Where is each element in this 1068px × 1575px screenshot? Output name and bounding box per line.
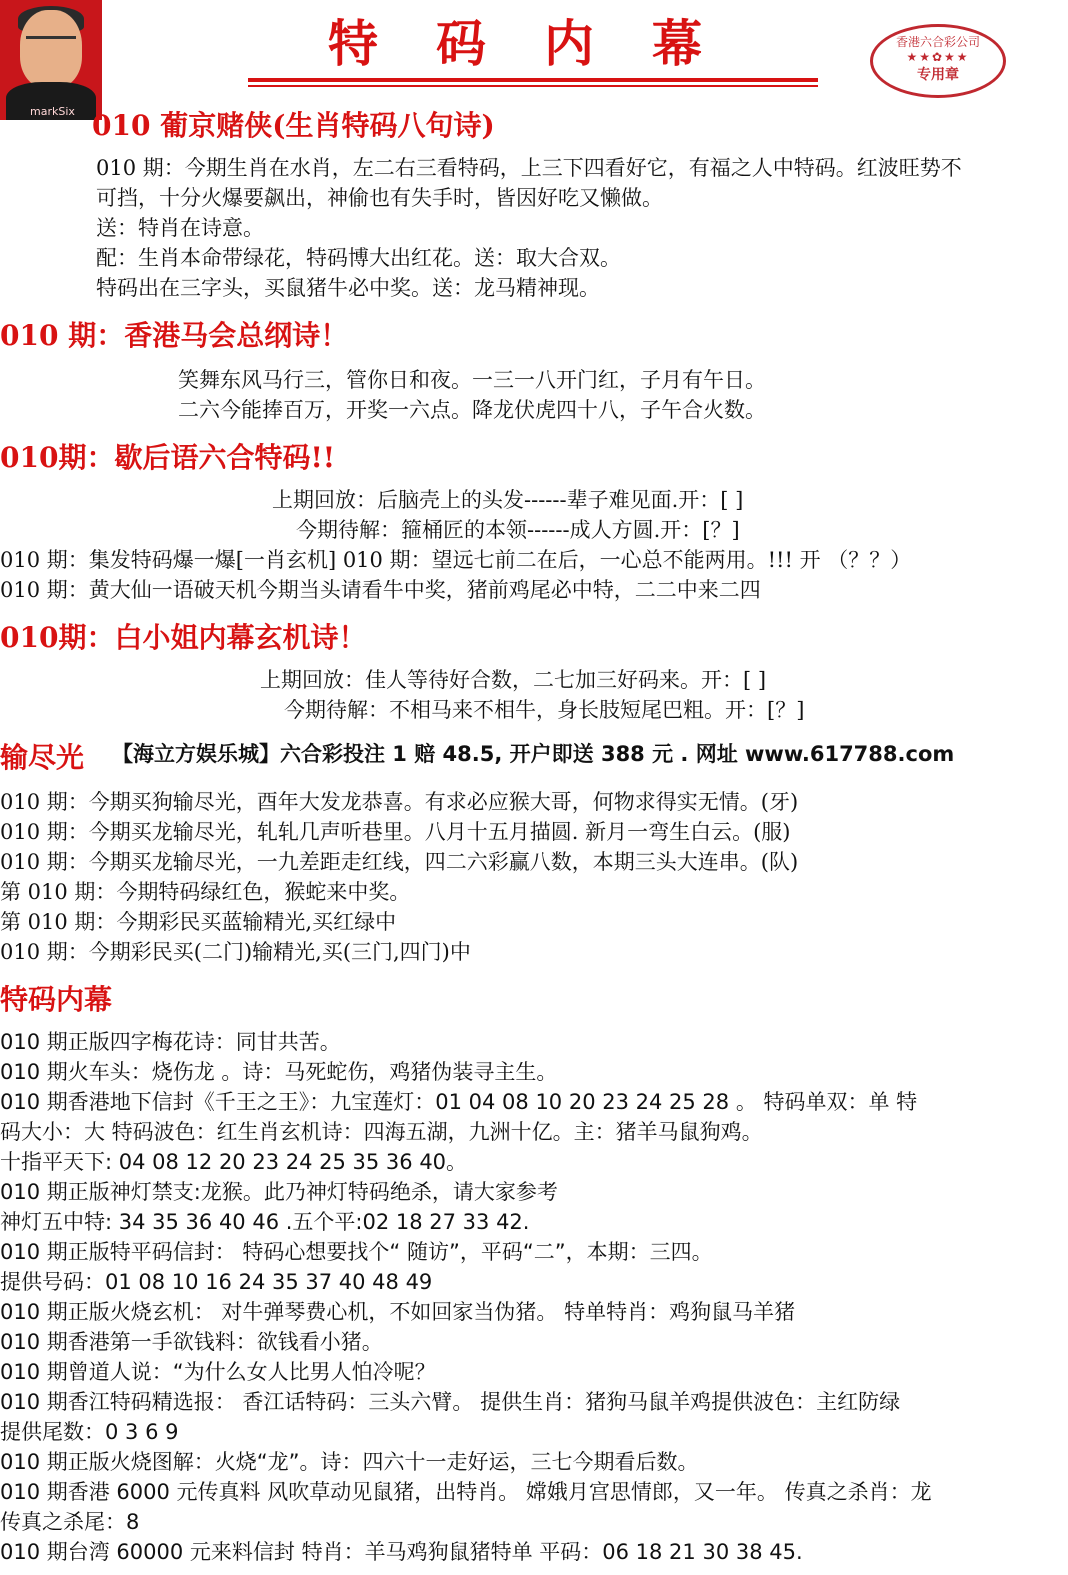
- text-line: 配：生肖本命带绿花，特码博大出红花。送：取大合双。: [96, 246, 621, 270]
- text-line: 第 010 期：今期特码绿红色，猴蛇来中奖。: [0, 880, 411, 904]
- title-underline-thin: [248, 85, 818, 87]
- text-line: 第 010 期：今期彩民买蓝输精光,买红绿中: [0, 910, 397, 934]
- text-line: 神灯五中特: 34 35 36 40 46 .五个平:02 18 27 33 42.: [0, 1210, 530, 1234]
- text-line: 010 期正版四字梅花诗：同甘共苦。: [0, 1030, 341, 1054]
- title-underline: [248, 78, 818, 82]
- text-line: 010 期正版神灯禁支:龙猴。此乃神灯特码绝杀，请大家参考: [0, 1180, 558, 1204]
- seal-label: 专用章: [917, 67, 959, 83]
- text-line: 上期回放：后脑壳上的头发------辈子难见面.开：[ ]: [272, 488, 744, 512]
- text-line: 010 期：今期买龙输尽光，一九差距走红线，四二六彩赢八数，本期三头大连串。(队): [0, 850, 799, 874]
- text-line: 特码出在三字头，买鼠猪牛必中奖。送：龙马精神现。: [96, 276, 600, 300]
- text-line: 010 期香江特码精选报： 香江话特码：三头六臂。 提供生肖：猪狗马鼠羊鸡提供波色：主红防绿: [0, 1390, 901, 1414]
- text-line: 010 期：今期买龙输尽光，轧轧几声听巷里。八月十五月描圆. 新月一弯生白云。(服): [0, 820, 791, 844]
- section-heading: 010期：歇后语六合特码!!: [0, 441, 336, 474]
- text-line: 010 期：今期彩民买(二门)输精光,买(三门,四门)中: [0, 940, 471, 964]
- page-title: 特码内幕: [328, 14, 760, 73]
- ad-banner: 【海立方娱乐城】六合彩投注 1 赔 48.5, 开户即送 388 元 . 网址 www.617788.com: [112, 742, 955, 766]
- text-line: 可挡，十分火爆要飙出，神偷也有失手时，皆因好吃又懒做。: [96, 186, 663, 210]
- text-line: 十指平天下: 04 08 12 20 23 24 25 35 36 40。: [0, 1150, 468, 1174]
- text-line: 送：特肖在诗意。: [96, 216, 264, 240]
- text-line: 010 期香港地下信封《千王之王》：九宝莲灯：01 04 08 10 20 23 24 25 28 。 特码单双：单 特: [0, 1090, 918, 1114]
- text-line: 码大小：大 特码波色：红生肖玄机诗：四海五湖，九洲十亿。主：猪羊马鼠狗鸡。: [0, 1120, 763, 1144]
- section-heading: 010 期：香港马会总纲诗！: [0, 319, 349, 352]
- section-heading: 特码内幕: [0, 983, 113, 1016]
- seal-stars: ★★✿★★: [906, 50, 970, 64]
- text-line: 010 期曾道人说：“为什么女人比男人怕冷呢？: [0, 1360, 436, 1384]
- poem-line: 二六今能捧百万，开奖一六点。降龙伏虎四十八，子午合火数。: [178, 398, 766, 422]
- text-line: 010 期正版特平码信封： 特码心想要找个“ 随访”，平码“二”，本期：三四。: [0, 1240, 713, 1264]
- text-line: 010 期：今期买狗输尽光，酉年大发龙恭喜。有求必应猴大哥，何物求得实无情。(牙): [0, 790, 799, 814]
- text-line: 010 期香港第一手欲钱料：欲钱看小猪。: [0, 1330, 383, 1354]
- text-line: 010 期正版火烧玄机： 对牛弹琴费心机，不如回家当伪猪。 特单特肖：鸡狗鼠马羊猪: [0, 1300, 796, 1324]
- section-heading: 010期：白小姐内幕玄机诗！: [0, 621, 367, 654]
- text-line: 上期回放：佳人等待好合数，二七加三好码来。开：[ ]: [260, 668, 767, 692]
- text-line: 010 期：黄大仙一语破天机今期当头请看牛中奖，猪前鸡尾必中特，二二中来二四: [0, 578, 761, 602]
- seal-company-name: 香港六合彩公司: [895, 35, 980, 49]
- section-heading: 输尽光: [0, 741, 85, 774]
- section-heading: 010 葡京赌侠(生肖特码八句诗): [92, 109, 495, 142]
- text-line: 010 期台湾 60000 元来料信封 特肖：羊马鸡狗鼠猪特单 平码：06 18 21 30 38 45.: [0, 1540, 803, 1564]
- text-line: 010 期正版火烧图解：火烧“龙”。诗：四六十一走好运，三七今期看后数。: [0, 1450, 699, 1474]
- company-seal-stamp: [870, 24, 1006, 98]
- text-line: 提供号码：01 08 10 16 24 35 37 40 48 49: [0, 1270, 433, 1294]
- text-line: 010 期：今期生肖在水肖，左二右三看特码，上三下四看好它，有福之人中特码。红波旺势不: [96, 156, 962, 180]
- text-line: 今期待解：不相马来不相牛，身长肢短尾巴粗。开：[？]: [284, 698, 805, 722]
- poem-line: 笑舞东风马行三，管你日和夜。一三一八开门红，子月有午日。: [178, 368, 766, 392]
- text-line: 010 期火车头：烧伤龙 。诗：马死蛇伤，鸡猪伪装寻主生。: [0, 1060, 558, 1084]
- text-line: 今期待解：箍桶匠的本领------成人方圆.开：[？]: [296, 518, 740, 542]
- text-line: 010 期：集发特码爆一爆[一肖玄机] 010 期：望远七前二在后，一心总不能两用。!!! 开 （？？）: [0, 548, 912, 572]
- avatar-caption: markSix: [30, 105, 75, 118]
- text-line: 传真之杀尾：8: [0, 1510, 140, 1534]
- text-line: 010 期香港 6000 元传真料 风吹草动见鼠猪，出特肖。 嫦娥月宫思情郎，又一年。 传真之杀肖：龙: [0, 1480, 932, 1504]
- text-line: 提供尾数：0 3 6 9: [0, 1420, 179, 1444]
